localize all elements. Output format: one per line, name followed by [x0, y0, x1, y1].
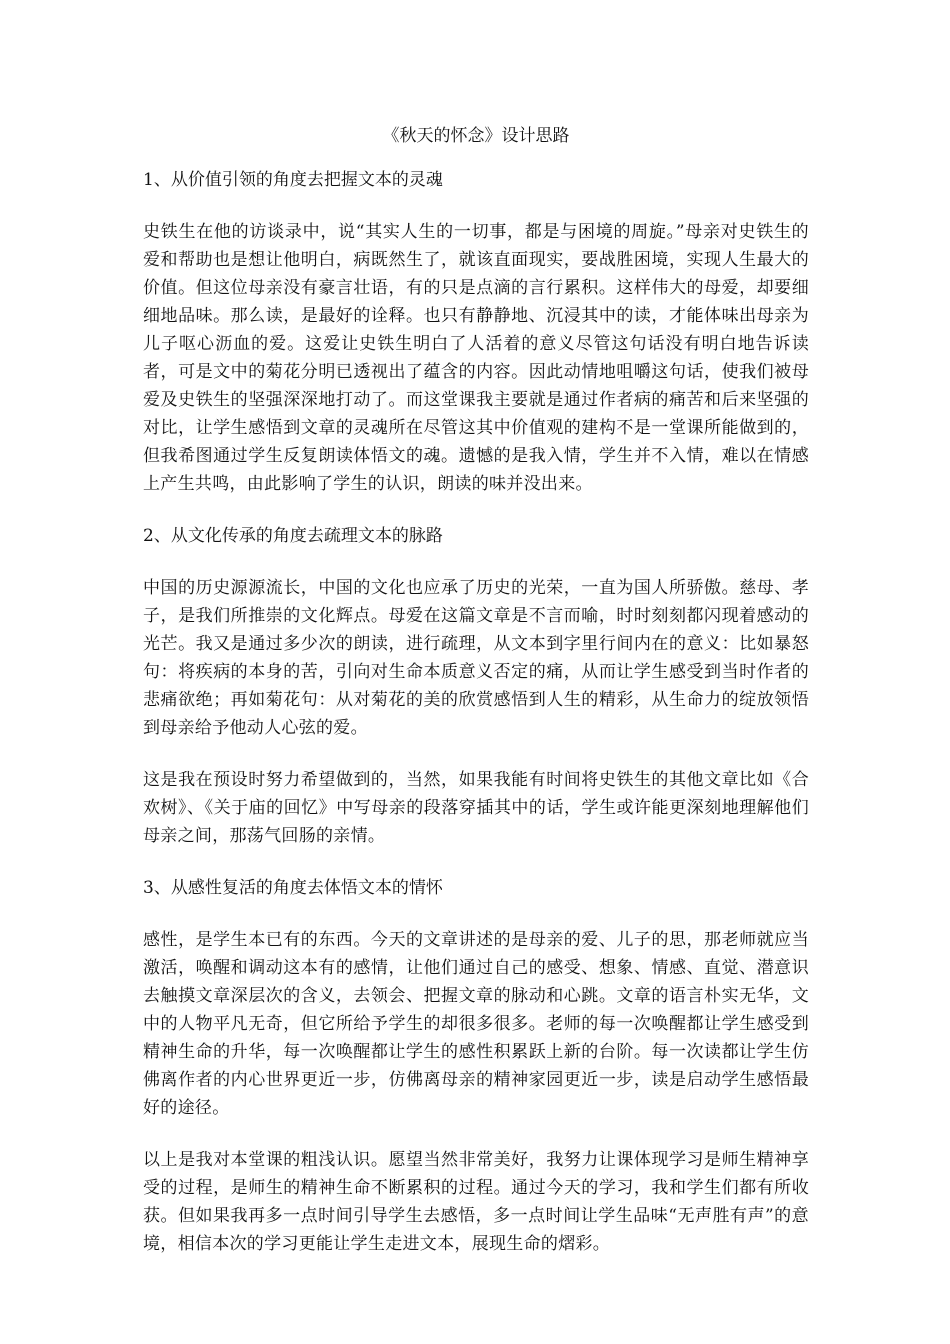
- section-paragraph: 这是我在预设时努力希望做到的，当然，如果我能有时间将史铁生的其他文章比如《合欢树》、《关于庙的回忆》中写母亲的段落穿插其中的话，学生或许能更深刻地理解他们母亲之间，那荡气回肠的亲情。: [143, 770, 809, 846]
- section-paragraph: 以上是我对本堂课的粗浅认识。愿望当然非常美好，我努力让课体现学习是师生精神享受的过程，是师生的精神生命不断累积的过程。通过今天的学习，我和学生们都有所收获。但如果我再多一点时间引导学生去感悟，多一点时间让学生品味“无声胜有声”的意境，相信本次的学习更能让学生走进文本，展现生命的熠彩。: [143, 1150, 809, 1254]
- section-paragraph: 中国的历史源源流长，中国的文化也应承了历史的光荣，一直为国人所骄傲。慈母、孝子，是我们所推崇的文化辉点。母爱在这篇文章是不言而喻，时时刻刻都闪现着感动的光芒。我又是通过多少次的朗读，进行疏理，从文本到字里行间内在的意义：比如暴怒句：将疾病的本身的苦，引向对生命本质意义否定的痛，从而让学生感受到当时作者的悲痛欲绝；再如菊花句：从对菊花的美的欣赏感悟到人生的精彩，从生命力的绽放领悟到母亲给予他动人心弦的爱。: [143, 578, 809, 738]
- section-paragraph: 史铁生在他的访谈录中，说“其实人生的一切事，都是与困境的周旋。”母亲对史铁生的爱和帮助也是想让他明白，病既然生了，就该直面现实，要战胜困境，实现人生最大的价值。但这位母亲没有豪言壮语，有的只是点滴的言行累积。这样伟大的母爱，却要细细地品味。那么读，是最好的诠释。也只有静静地、沉浸其中的读，才能体味出母亲为儿子呕心沥血的爱。这爱让史铁生明白了人活着的意义尽管这句话没有明白地告诉读者，可是文中的菊花分明已透视出了蕴含的内容。因此动情地咀嚼这句话，使我们被母爱及史铁生的坚强深深地打动了。而这堂课我主要就是通过作者病的痛苦和后来坚强的对比，让学生感悟到文章的灵魂所在尽管这其中价值观的建构不是一堂课所能做到的，但我希图通过学生反复朗读体悟文的魂。遗憾的是我入情，学生并不入情，难以在情感上产生共鸣，由此影响了学生的认识，朗读的味并没出来。: [143, 222, 809, 494]
- section-heading: 3、从感性复活的角度去体悟文本的情怀: [143, 878, 443, 898]
- section-3: [143, 874, 809, 1258]
- section-2: [143, 522, 809, 850]
- document-page: [143, 122, 809, 1282]
- section-1: [143, 166, 809, 498]
- section-heading: 1、从价值引领的角度去把握文本的灵魂: [143, 170, 443, 190]
- section-paragraph: 感性，是学生本已有的东西。今天的文章讲述的是母亲的爱、儿子的思，那老师就应当激活，唤醒和调动这本有的感情，让他们通过自己的感受、想象、情感、直觉、潜意识去触摸文章深层次的含义，去领会、把握文章的脉动和心跳。文章的语言朴实无华，文中的人物平凡无奇，但它所给予学生的却很多很多。老师的每一次唤醒都让学生感受到精神生命的升华，每一次唤醒都让学生的感性积累跃上新的台阶。每一次读都让学生仿佛离作者的内心世界更近一步，仿佛离母亲的精神家园更近一步，读是启动学生感悟最好的途径。: [143, 930, 809, 1118]
- section-heading: 2、从文化传承的角度去疏理文本的脉路: [143, 526, 443, 546]
- document-title: 《秋天的怀念》设计思路: [382, 126, 570, 146]
